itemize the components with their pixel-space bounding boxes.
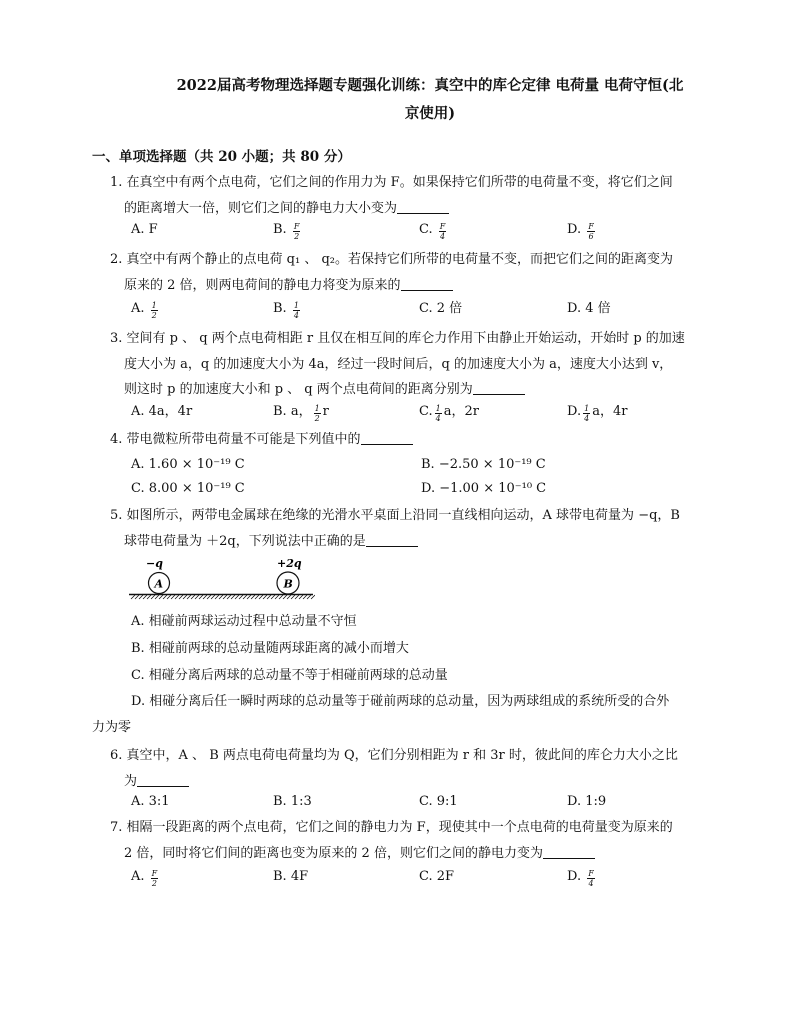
hatch-mark	[223, 595, 227, 599]
hatch-mark	[159, 595, 163, 599]
option-b: B. 1:3	[273, 794, 312, 809]
fraction-numerator: 1	[293, 301, 299, 310]
fraction	[293, 222, 301, 241]
hatch-mark	[295, 595, 299, 599]
question-7-stem-line1: 7. 相隔一段距离的两个点电荷，它们之间的静电力为 F，现使其中一个点电荷的电荷量变为原来的	[110, 820, 673, 835]
answer-blank	[401, 276, 453, 291]
fraction-numerator: 1	[584, 404, 590, 413]
option-b	[273, 297, 302, 321]
hatch-mark	[247, 595, 251, 599]
hatch-mark	[259, 595, 263, 599]
fraction-denominator: 2	[294, 232, 300, 241]
page-title-continued: 京使用)	[404, 105, 456, 122]
option-a: A. F	[131, 222, 158, 237]
hatch-mark	[155, 595, 159, 599]
question-4	[110, 427, 710, 453]
question-5	[110, 503, 710, 554]
hatch-mark	[147, 595, 151, 599]
question-1-stem-line1: 1. 在真空中有两个点电荷，它们之间的作用力为 F。如果保持它们所带的电荷量不变，将它们之间	[110, 175, 673, 190]
hatch-mark	[207, 595, 211, 599]
question-1-stem-text: 的距离增大一倍，则它们之间的静电力大小变为	[124, 200, 398, 216]
hatch-mark	[311, 595, 315, 599]
option-d	[567, 400, 627, 424]
fraction-denominator: 4	[440, 232, 446, 241]
hatch-mark	[211, 595, 215, 599]
fraction	[587, 869, 595, 888]
question-1-options	[131, 218, 711, 242]
option-d: D. 1:9	[567, 794, 607, 809]
hatch-mark	[239, 595, 243, 599]
fraction-denominator: 2	[151, 311, 157, 320]
question-7-stem-text: 2 倍，同时将它们间的距离也变为原来的 2 倍，则它们之间的静电力变为	[124, 845, 543, 861]
hatch-mark	[219, 595, 223, 599]
question-1	[110, 170, 710, 221]
hatch-mark	[171, 595, 175, 599]
fraction	[151, 301, 158, 320]
option-text: a，4r	[592, 404, 628, 419]
option-c: C. 9:1	[419, 794, 458, 809]
question-6	[110, 743, 710, 794]
question-3-stem-line1: 3. 空间有 p 、 q 两个点电荷相距 r 且仅在相互间的库仑力作用下由静止开始运动，开始时 p 的加速	[110, 331, 685, 346]
option-a	[131, 297, 160, 321]
hatch-mark	[191, 595, 195, 599]
question-5-option-a: A. 相碰前两球运动过程中总动量不守恒	[131, 614, 357, 629]
option-text: r	[322, 404, 329, 419]
hatch-mark	[151, 595, 155, 599]
hatch-mark	[231, 595, 235, 599]
answer-blank	[361, 430, 413, 445]
question-4-options-row1	[131, 453, 711, 477]
answer-blank	[397, 199, 449, 214]
fraction	[587, 222, 595, 241]
question-5-stem-line2	[110, 529, 710, 555]
hatch-mark	[163, 595, 167, 599]
option-d: D. −1.00 × 10⁻¹⁰ C	[421, 481, 547, 496]
question-2-options	[131, 297, 711, 321]
answer-blank	[137, 772, 189, 787]
hatch-mark	[251, 595, 255, 599]
fraction-denominator: 4	[435, 414, 441, 423]
ball-b-label: B	[283, 577, 293, 591]
ball-a-label: A	[154, 577, 164, 591]
fraction	[314, 404, 321, 423]
option-b: B. 4F	[273, 869, 309, 884]
fraction-denominator: 4	[584, 414, 590, 423]
option-c: C. 2 倍	[419, 301, 463, 316]
question-2-stem-line1: 2. 真空中有两个静止的点电荷 q₁ 、 q₂。若保持它们所带的电荷量不变，而把它们之间的距离变为	[110, 252, 673, 267]
hatch-mark	[135, 595, 139, 599]
option-a: A. 3:1	[131, 794, 170, 809]
option-c	[419, 400, 479, 424]
hatch-mark	[307, 595, 311, 599]
question-3-stem-text: 则这时 p 的加速度大小和 p 、 q 两个点电荷间的距离分别为	[124, 382, 473, 397]
hatch-mark	[175, 595, 179, 599]
answer-blank	[543, 844, 595, 859]
hatch-mark	[299, 595, 303, 599]
fraction-denominator: 2	[314, 414, 320, 423]
answer-blank	[473, 380, 525, 395]
question-7-options	[131, 865, 711, 889]
fraction-numerator: 1	[151, 301, 157, 310]
question-2	[110, 247, 710, 298]
hatch-mark	[179, 595, 183, 599]
option-text: a，2r	[443, 404, 479, 419]
hatch-mark	[283, 595, 287, 599]
option-c: C. 8.00 × 10⁻¹⁹ C	[131, 481, 245, 496]
question-3	[110, 326, 710, 403]
option-d: D. 4 倍	[567, 301, 611, 316]
hatch-mark	[303, 595, 307, 599]
option-label: B.	[273, 301, 287, 316]
fraction	[583, 404, 590, 423]
fraction-denominator: 4	[588, 879, 594, 888]
fraction-denominator: 4	[293, 311, 299, 320]
option-label: C.	[419, 404, 433, 419]
answer-blank	[366, 532, 418, 547]
fraction	[293, 301, 300, 320]
question-2-stem-line2	[110, 273, 710, 299]
question-2-stem-text: 原来的 2 倍，则两电荷间的静电力将变为原来的	[124, 277, 401, 293]
question-6-stem-text: 为	[124, 773, 138, 789]
option-c: C. 2F	[419, 869, 455, 884]
hatch-mark	[183, 595, 187, 599]
hatch-mark	[243, 595, 247, 599]
fraction-numerator: F	[588, 222, 594, 231]
option-b	[273, 400, 329, 424]
hatch-mark	[287, 595, 291, 599]
question-5-stem-text: 球带电荷量为 ＋2q，下列说法中正确的是	[124, 533, 366, 549]
question-5-stem-line1: 5. 如图所示，两带电金属球在绝缘的光滑水平桌面上沿同一直线相向运动，A 球带电荷量为 −q，B	[110, 508, 680, 523]
fraction	[435, 404, 442, 423]
table-hatching	[131, 595, 315, 599]
page-title: 2022届高考物理选择题专题强化训练：真空中的库仑定律 电荷量 电荷守恒(北	[176, 77, 684, 94]
hatch-mark	[203, 595, 207, 599]
ball-b-charge-label: +2q	[277, 557, 302, 570]
option-label: B.	[273, 222, 287, 237]
question-3-stem-line3	[110, 377, 710, 403]
hatch-mark	[227, 595, 231, 599]
question-5-option-d-continued: 力为零	[92, 720, 132, 735]
hatch-mark	[271, 595, 275, 599]
hatch-mark	[131, 595, 135, 599]
question-3-options	[131, 400, 711, 424]
ball-a-charge-label: −q	[146, 557, 163, 570]
option-d	[567, 865, 597, 889]
hatch-mark	[255, 595, 259, 599]
question-7	[110, 815, 710, 866]
question-5-option-d: D. 相碰分离后任一瞬时两球的总动量等于碰前两球的总动量，因为两球组成的系统所受的合外	[131, 694, 670, 709]
fraction	[439, 222, 447, 241]
hatch-mark	[263, 595, 267, 599]
question-6-stem-line1: 6. 真空中，A 、 B 两点电荷电荷量均为 Q，它们分别相距为 r 和 3r 时，彼此间的库仑力大小之比	[110, 748, 678, 763]
fraction-numerator: F	[588, 869, 594, 878]
option-label: B. a，	[273, 404, 312, 419]
hatch-mark	[195, 595, 199, 599]
two-balls-figure	[125, 556, 315, 606]
fraction-denominator: 2	[151, 879, 157, 888]
section-heading: 一、单项选择题（共 20 小题；共 80 分）	[92, 149, 351, 165]
option-label: C.	[419, 222, 433, 237]
hatch-mark	[143, 595, 147, 599]
hatch-mark	[291, 595, 295, 599]
fraction-numerator: 1	[314, 404, 320, 413]
option-c	[419, 218, 448, 242]
fraction	[151, 869, 159, 888]
question-7-stem-line2	[110, 841, 710, 867]
hatch-mark	[215, 595, 219, 599]
option-label: D.	[567, 869, 582, 884]
fraction-numerator: F	[151, 869, 158, 878]
option-a: A. 1.60 × 10⁻¹⁹ C	[131, 457, 245, 472]
question-5-option-c: C. 相碰分离后两球的总动量不等于相碰前两球的总动量	[131, 668, 448, 683]
fraction-numerator: F	[439, 222, 446, 231]
option-b	[273, 218, 302, 242]
question-5-option-b: B. 相碰前两球的总动量随两球距离的减小而增大	[131, 641, 409, 656]
hatch-mark	[235, 595, 239, 599]
question-6-options	[131, 790, 711, 814]
question-4-options-row2	[131, 477, 711, 501]
option-a: A. 4a，4r	[131, 404, 193, 419]
hatch-mark	[187, 595, 191, 599]
option-a	[131, 865, 160, 889]
question-4-stem	[110, 427, 710, 453]
fraction-denominator: 6	[588, 232, 594, 241]
option-label: D.	[567, 222, 582, 237]
option-d	[567, 218, 597, 242]
fraction-numerator: F	[293, 222, 300, 231]
hatch-mark	[267, 595, 271, 599]
question-4-stem-text: 4. 带电微粒所带电荷量不可能是下列值中的	[110, 432, 361, 447]
option-label: A.	[131, 301, 145, 316]
question-3-stem-line2: 度大小为 a，q 的加速度大小为 4a，经过一段时间后，q 的加速度大小为 a，速度大小达到 v，	[124, 356, 673, 372]
hatch-mark	[167, 595, 171, 599]
hatch-mark	[279, 595, 283, 599]
hatch-mark	[139, 595, 143, 599]
option-label: A.	[131, 869, 145, 884]
fraction-numerator: 1	[435, 404, 441, 413]
option-b: B. −2.50 × 10⁻¹⁹ C	[421, 457, 546, 472]
option-label: D.	[567, 404, 582, 419]
hatch-mark	[275, 595, 279, 599]
hatch-mark	[199, 595, 203, 599]
